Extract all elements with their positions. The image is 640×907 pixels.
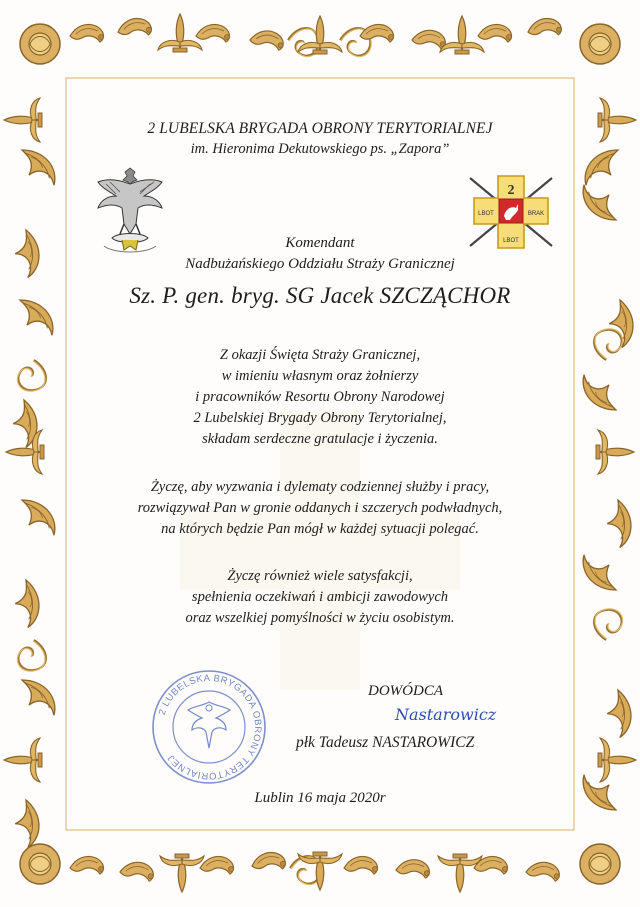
handwritten-signature: Nastarowicz [395,705,497,724]
paragraph-line: rozwiązywał Pan w gronie oddanych i szczerych podwładnych, [137,500,503,516]
paragraph-line: 2 Lubelskiej Brygady Obrony Terytorialnej, [193,410,447,426]
paragraph-line: oraz wszelkiej pomyślności w życiu osobistym. [185,610,455,626]
place-date: Lublin 16 maja 2020r [254,790,386,806]
paragraph-line: Z okazji Święta Straży Granicznej, [219,347,421,363]
signature-name: płk Tadeusz NASTAROWICZ [296,734,475,751]
stamp-text: 2 LUBELSKA BRYGADA OBRONY TERYTORIALNEJ [156,672,264,782]
badge-number: 2 [507,183,515,198]
paragraph-line: na których będzie Pan mógł w każdej sytuacji polegać. [161,521,479,537]
paragraph-line: Życzę, aby wyzwania i dylematy codziennej służby i pracy, [150,479,490,495]
official-stamp-icon [150,668,268,786]
paragraph-line: w imieniu własnym oraz żołnierzy [221,368,419,384]
brigade-name: 2 LUBELSKA BRYGADA OBRONY TERYTORIALNEJ [147,120,493,137]
brigade-patron: im. Hieronima Dekutowskiego ps. „Zapora” [190,141,450,157]
paragraph-line: i pracowników Resortu Obrony Narodowej [195,389,445,405]
addressee-title: Komendant [285,235,355,251]
badge-left-text: LBOT [478,211,494,217]
badge-bottom-text: LBOT [503,238,519,244]
addressee-unit: Nadbużańskiego Oddziału Straży Granicznej [185,256,455,272]
paragraph-line: Życzę również wiele satysfakcji, [227,568,413,584]
paragraph-line: składam serdeczne gratulacje i życzenia. [202,431,438,447]
badge-right-text: BRAK [527,211,545,217]
signature-role: DOWÓDCA [368,683,443,699]
addressee-name: Sz. P. gen. bryg. SG Jacek SZCZĄCHOR [129,283,511,308]
paragraph-line: spełnienia oczekiwań i ambicji zawodowych [191,589,449,605]
